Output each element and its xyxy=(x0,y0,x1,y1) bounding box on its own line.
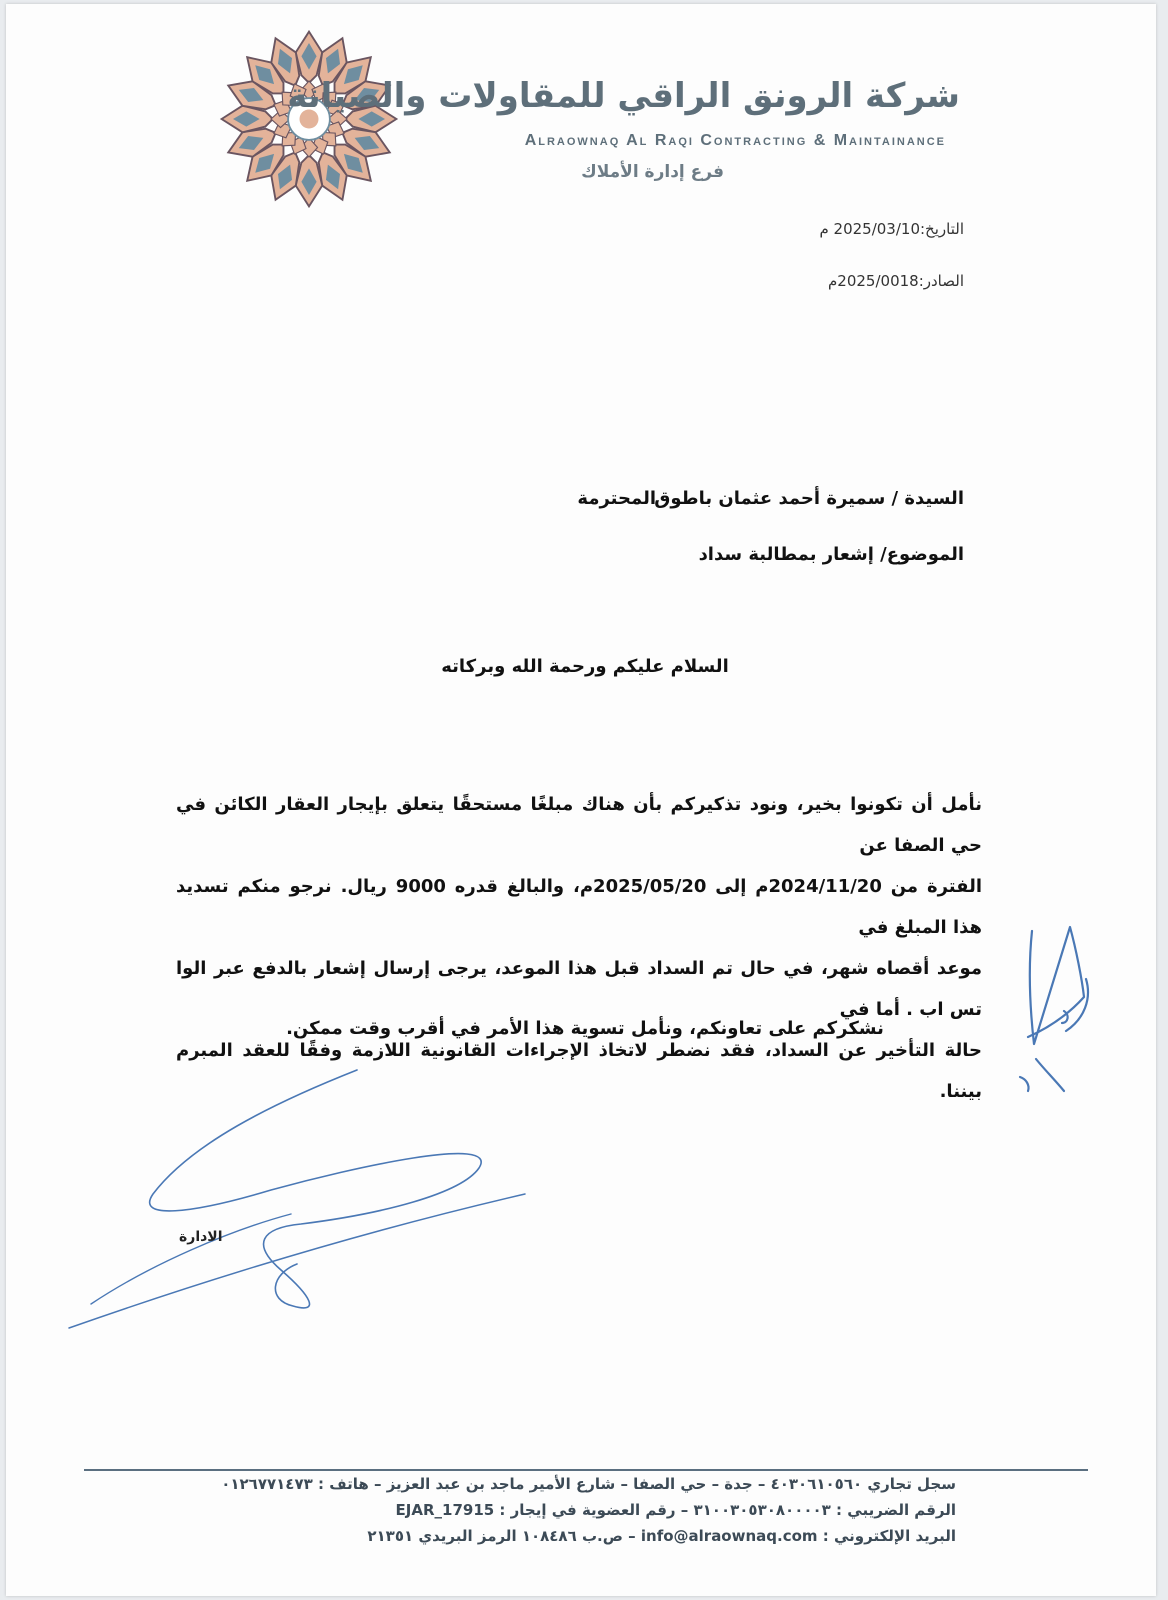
date-line: التاريخ:2025/03/10 م xyxy=(819,220,964,238)
footer-divider xyxy=(84,1469,1088,1471)
subject-line: الموضوع/ إشعار بمطالبة سداد xyxy=(698,544,964,565)
body-line: حالة التأخير عن السداد، فقد نضطر لاتخاذ الإجراءات القانونية اللازمة وفقًا للعقد المبرم بيننا. xyxy=(176,1040,982,1102)
company-logo-icon xyxy=(214,24,404,214)
body-line: نأمل أن تكونوا بخير، ونود تذكيركم بأن هناك مبلغًا مستحقًا يتعلق بإيجار العقار الكائن في حي الصفا عن xyxy=(176,794,982,856)
management-signature xyxy=(61,1064,541,1344)
company-name-arabic: شركة الرونق الراقي للمقاولات والصيانة xyxy=(287,76,960,116)
thanks-line: نشكركم على تعاونكم، ونأمل تسوية هذا الأمر في أقرب وقت ممكن. xyxy=(286,1018,884,1039)
branch-name: فرع إدارة الأملاك xyxy=(581,162,724,182)
company-name-english: Alraownaq Al Raqi Contracting & Maintainance xyxy=(524,132,946,149)
footer-contact: البريد الإلكتروني : info@alraownaq.com – ص.ب ١٠٨٤٨٦ الرمز البريدي ٢١٣٥١ xyxy=(367,1527,956,1545)
margin-initials-signature xyxy=(996,919,1106,1109)
reference-line: الصادر:2025/0018م xyxy=(828,272,964,290)
footer-registration: سجل تجاري ٤٠٣٠٦١٠٥٦٠ – جدة – حي الصفا – شارع الأمير ماجد بن عبد العزيز – هاتف : ٠١٢٦٧٧١٤٧٣ xyxy=(221,1475,956,1493)
recipient-honorific: المحترمة xyxy=(577,488,656,509)
signature-label: الادارة xyxy=(179,1229,223,1245)
letter-body xyxy=(176,784,982,1112)
body-line: موعد أقصاه شهر، في حال تم السداد قبل هذا الموعد، يرجى إرسال إشعار بالدفع عبر الوا تس اب . أما في xyxy=(176,958,982,1020)
letter-page xyxy=(6,4,1156,1596)
recipient-line: السيدة / سميرة أحمد عثمان باطوق xyxy=(654,488,964,509)
footer-tax-number: الرقم الضريبي : ٣١٠٠٣٠٥٣٠٨٠٠٠٠٣ – رقم العضوية في إيجار : EJAR_17915 xyxy=(395,1501,956,1519)
greeting: السلام عليكم ورحمة الله وبركاته xyxy=(441,656,729,677)
body-line: الفترة من 2024/11/20م إلى 2025/05/20م، والبالغ قدره 9000 ريال. نرجو منكم تسديد هذا المبلغ في xyxy=(176,876,983,938)
